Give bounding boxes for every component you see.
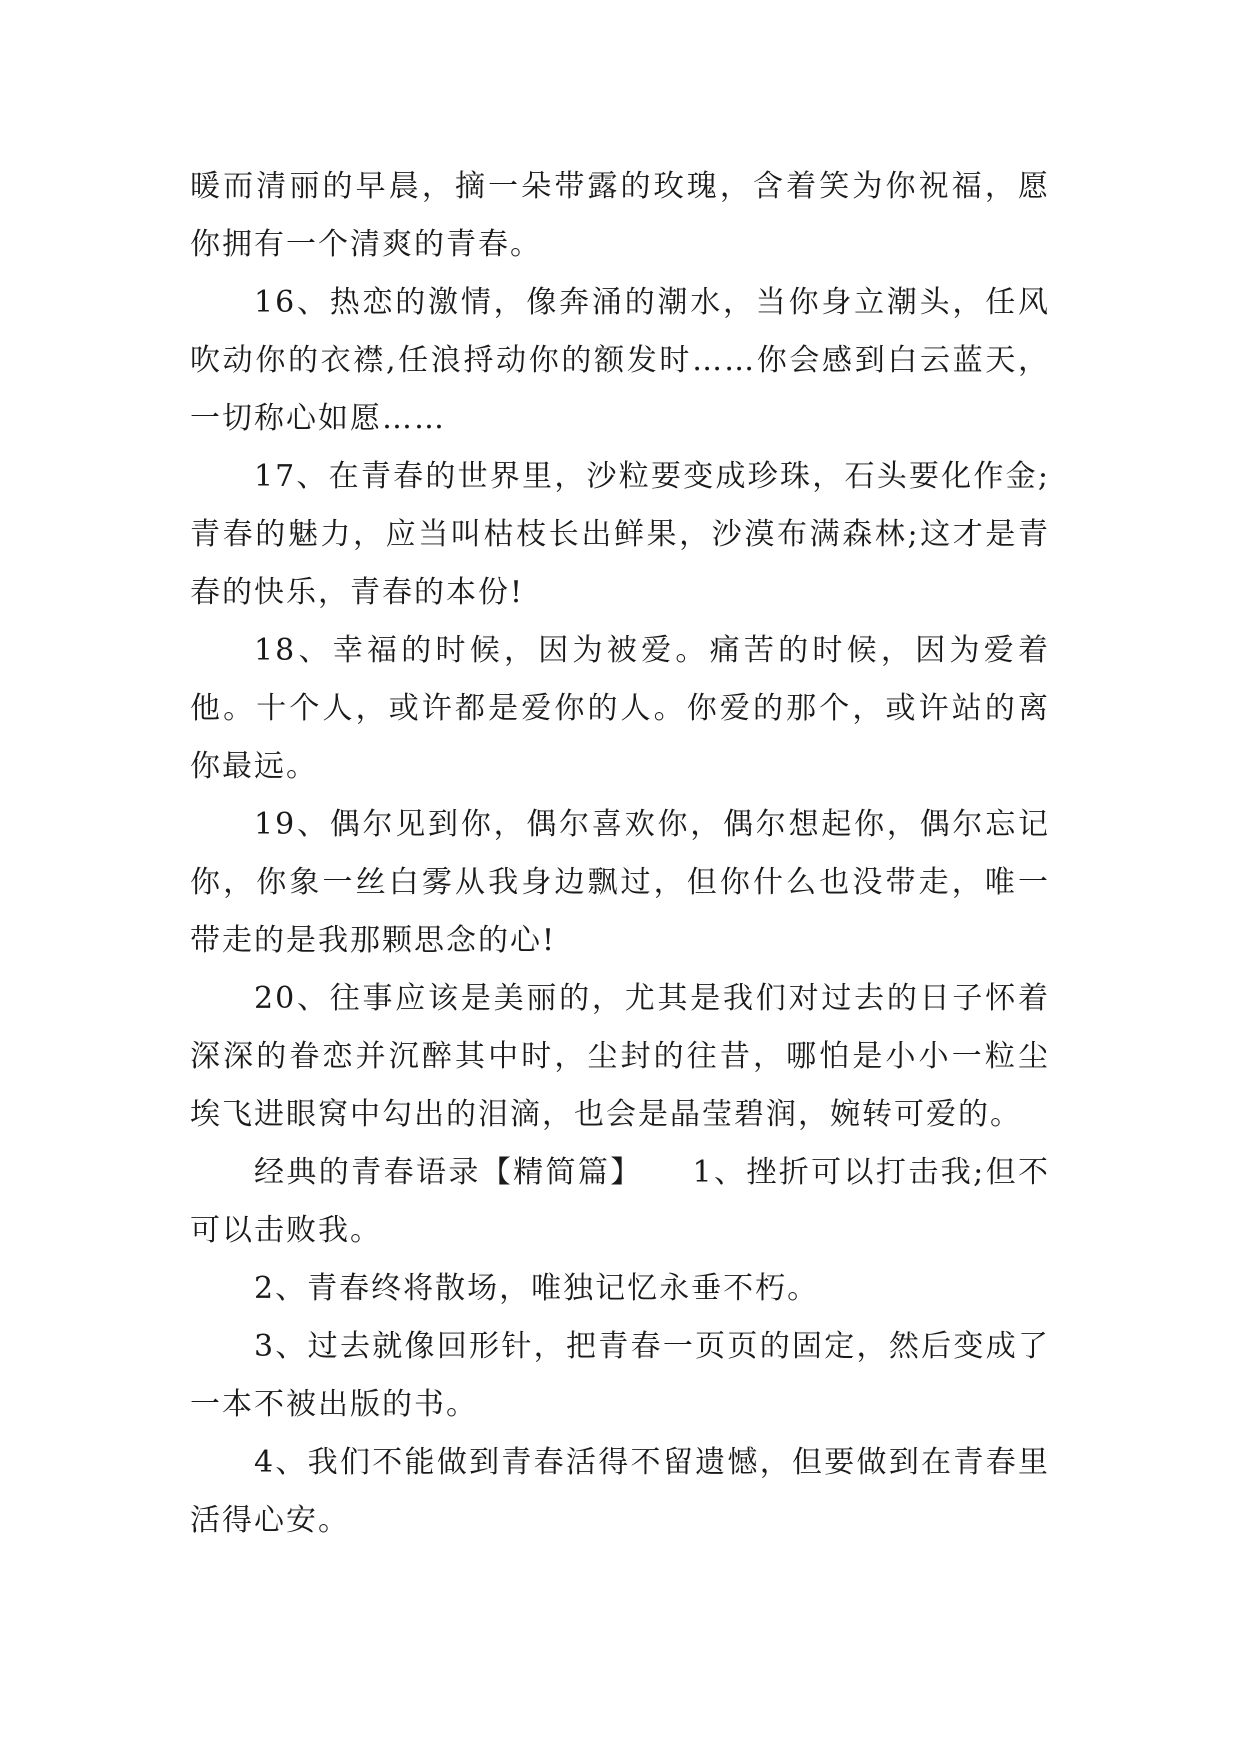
section-heading-jingjian: 经典的青春语录【精简篇】 1、挫折可以打击我;但不可以击败我。 (190, 1155, 1050, 1248)
paragraph-4: 4、我们不能做到青春活得不留遗憾，但要做到在青春里活得心安。 (190, 1445, 1050, 1538)
paragraph-19: 19、偶尔见到你，偶尔喜欢你，偶尔想起你，偶尔忘记你，你象一丝白雾从我身边飘过，但你什么也没带走，唯一带走的是我那颗思念的心! (190, 807, 1050, 958)
paragraph-17: 17、在青春的世界里，沙粒要变成珍珠，石头要化作金;青春的魅力，应当叫枯枝长出鲜果，沙漠布满森林;这才是青春的快乐，青春的本份! (190, 459, 1050, 610)
paragraph-continuation: 暖而清丽的早晨，摘一朵带露的玫瑰，含着笑为你祝福，愿你拥有一个清爽的青春。 (190, 169, 1050, 262)
paragraph-20: 20、往事应该是美丽的，尤其是我们对过去的日子怀着深深的眷恋并沉醉其中时，尘封的往昔，哪怕是小小一粒尘埃飞进眼窝中勾出的泪滴，也会是晶莹碧润，婉转可爱的。 (190, 981, 1050, 1132)
document-body (190, 158, 1050, 1550)
paragraph-3: 3、过去就像回形针，把青春一页页的固定，然后变成了一本不被出版的书。 (190, 1329, 1050, 1422)
paragraph-2: 2、青春终将散场，唯独记忆永垂不朽。 (254, 1271, 820, 1306)
paragraph-18: 18、幸福的时候，因为被爱。痛苦的时候，因为爱着他。十个人，或许都是爱你的人。你爱的那个，或许站的离你最远。 (190, 633, 1050, 784)
paragraph-16: 16、热恋的激情，像奔涌的潮水，当你身立潮头，任风吹动你的衣襟,任浪捋动你的额发时……你会感到白云蓝天，一切称心如愿…… (190, 285, 1050, 436)
